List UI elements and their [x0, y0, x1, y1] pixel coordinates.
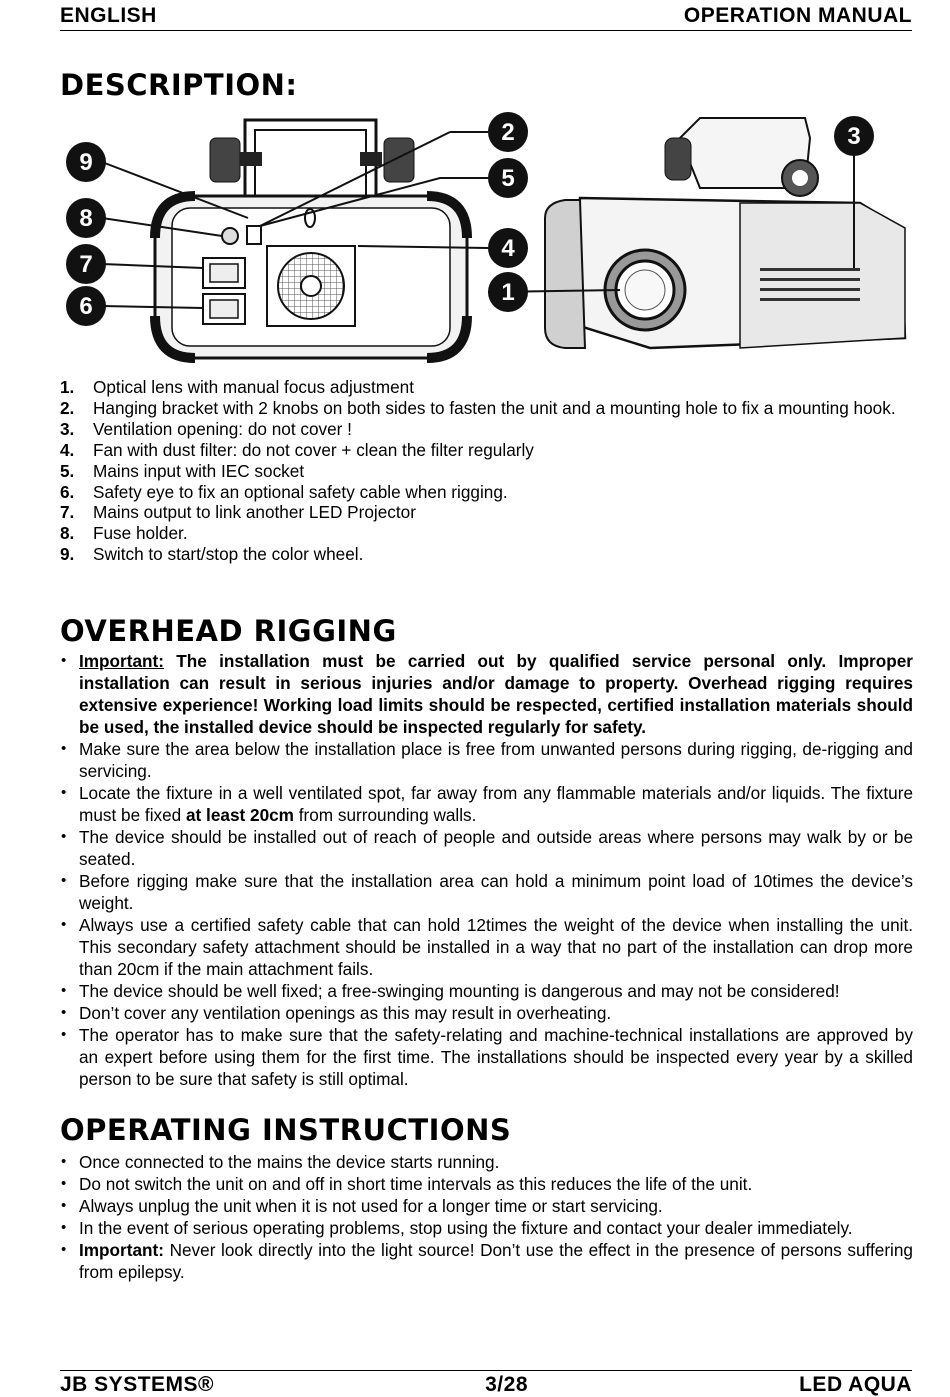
footer-product: LED AQUA — [799, 1373, 912, 1396]
description-list — [60, 377, 910, 565]
important-label: Important: — [79, 651, 164, 671]
rigging-item: • Before rigging make sure that the installation area can hold a minimum point load of 10times the device’s weight. — [60, 870, 913, 914]
svg-text:1: 1 — [501, 279, 515, 306]
callout-badge-9 — [66, 142, 106, 182]
header-language: ENGLISH — [60, 4, 157, 27]
operating-instructions-heading: OPERATING INSTRUCTIONS — [60, 1113, 512, 1147]
callout-badge-4 — [488, 228, 528, 268]
operating-item: • Do not switch the unit on and off in short time intervals as this reduces the life of the unit. — [60, 1173, 913, 1195]
important-label: Important: — [79, 1240, 164, 1260]
operating-item-important — [60, 1239, 913, 1283]
footer-brand: JB SYSTEMS® — [60, 1373, 215, 1396]
rigging-item: • The operator has to make sure that the safety-relating and machine-technical installations are approved by an expert before using them for the first time. The installations should be inspected every year by a skilled person to be sure that safety is still optimal. — [60, 1024, 913, 1090]
callout-badge-8 — [66, 198, 106, 238]
svg-text:8: 8 — [79, 205, 93, 232]
description-item: 9. Switch to start/stop the color wheel. — [60, 544, 364, 565]
page-footer — [60, 1370, 912, 1397]
operating-item: • In the event of serious operating problems, stop using the fixture and contact your dealer immediately. — [60, 1217, 913, 1239]
callout-badge-1 — [488, 272, 528, 312]
device-diagram — [60, 108, 920, 376]
description-item: 1. Optical lens with manual focus adjustment — [60, 377, 414, 397]
page-header — [60, 2, 912, 31]
description-item: 3. Ventilation opening: do not cover ! — [60, 418, 352, 439]
header-doc-type: OPERATION MANUAL — [683, 4, 912, 27]
svg-text:4: 4 — [501, 235, 515, 262]
description-item: 5. Mains input with IEC socket — [60, 460, 305, 481]
callout-badge-2 — [488, 112, 528, 152]
rigging-item: • Locate the fixture in a well ventilated spot, far away from any flammable materials and/or liquids. The fixture must be fixed at least 20cm from surrounding walls. — [60, 782, 913, 826]
rigging-item-important — [60, 650, 913, 738]
svg-text:6: 6 — [79, 293, 93, 320]
svg-text:3: 3 — [847, 123, 861, 150]
overhead-rigging-heading: OVERHEAD RIGGING — [60, 614, 397, 648]
operating-item: • Once connected to the mains the device starts running. — [60, 1151, 913, 1173]
important-text: Never look directly into the light source! Don’t use the effect in the presence of persons suffering from epilepsy. — [79, 1240, 913, 1282]
callout-badge-7 — [66, 244, 106, 284]
description-item: 8. Fuse holder. — [60, 523, 188, 544]
svg-text:2: 2 — [501, 119, 515, 146]
description-item: 7. Mains output to link another LED Projector — [60, 502, 416, 523]
svg-text:9: 9 — [79, 149, 93, 176]
rigging-item: • Don’t cover any ventilation openings as this may result in overheating. — [60, 1002, 913, 1024]
svg-text:7: 7 — [79, 251, 93, 278]
callout-badge-6 — [66, 286, 106, 326]
rigging-item: • The device should be installed out of reach of people and outside areas where persons may walk by or be seated. — [60, 826, 913, 870]
operating-list — [60, 1151, 913, 1283]
rigging-list — [60, 650, 913, 1090]
rigging-item: • Always use a certified safety cable that can hold 12times the weight of the device when installing the unit. This secondary safety attachment should be installed in a way that no part of the installation can drop more than 20cm if the main attachment fails. — [60, 914, 913, 980]
callout-badge-5 — [488, 158, 528, 198]
description-item: 6. Safety eye to fix an optional safety cable when rigging. — [60, 481, 508, 502]
description-heading: DESCRIPTION: — [60, 68, 298, 102]
important-text: The installation must be carried out by qualified service personal only. Improper installation can result in serious injuries and/or damage to property. Overhead rigging requires extensive experience! Working load limits should be respected, certified installation materials should be used, the installed device should be inspected regularly for safety. — [79, 651, 913, 737]
description-item: 2. Hanging bracket with 2 knobs on both sides to fasten the unit and a mounting hole to fix a mounting hook. — [60, 397, 896, 418]
operating-item: • Always unplug the unit when it is not used for a longer time or start servicing. — [60, 1195, 913, 1217]
description-item: 4. Fan with dust filter: do not cover + clean the filter regularly — [60, 439, 534, 460]
rigging-item: • The device should be well fixed; a free-swinging mounting is dangerous and may not be considered! — [60, 980, 913, 1002]
svg-text:5: 5 — [501, 165, 515, 192]
rear-view-drawing — [155, 120, 467, 358]
page-number: 3/28 — [485, 1373, 528, 1396]
callout-badge-3 — [834, 116, 874, 156]
rigging-item: • Make sure the area below the installation place is free from unwanted persons during rigging, de-rigging and servicing. — [60, 738, 913, 782]
